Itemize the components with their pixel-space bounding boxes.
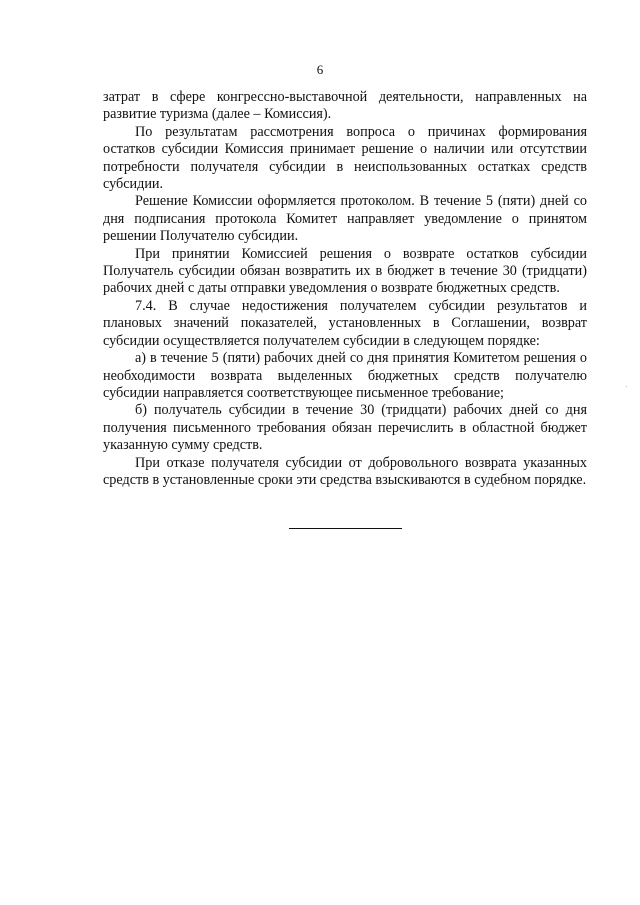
paragraph-continuation: затрат в сфере конгрессно-выставочной деятельности, направленных на развитие туризма (далее – Комиссия). (103, 89, 587, 123)
paragraph-protocol: Решение Комиссии оформляется протоколом. В течение 5 (пяти) дней со дня подписания протокола Комитет направляет уведомление о принятом решении Получателю субсидии. (103, 193, 587, 245)
paragraph-item-b: б) получатель субсидии в течение 30 (тридцати) рабочих дней со дня получения письменного требования обязан перечислить в областной бюджет указанную сумму средств. (103, 402, 587, 454)
scan-artifact-dot (626, 386, 627, 387)
paragraph-return-obligation: При принятии Комиссией решения о возврате остатков субсидии Получатель субсидии обязан возвратить их в бюджет в течение 30 (тридцати) рабочих дней с даты отправки уведомления о возврате бюджетных средств. (103, 245, 587, 297)
closing-rule-divider (289, 528, 402, 529)
document-body (103, 89, 587, 489)
page-number: 6 (316, 62, 324, 77)
paragraph-item-a: а) в течение 5 (пяти) рабочих дней со дня принятия Комитетом решения о необходимости возврата выделенных бюджетных средств получателю субсидии направляется соответствующее письменное требование; (103, 350, 587, 401)
paragraph-commission-decision: По результатам рассмотрения вопроса о причинах формирования остатков субсидии Комиссия принимает решение о наличии или отсутствии потребности получателя субсидии в неиспользованных остатках средств субсидии. (103, 123, 587, 193)
paragraph-refusal: При отказе получателя субсидии от добровольного возврата указанных средств в установленные сроки эти средства взыскиваются в судебном порядке. (103, 454, 587, 488)
paragraph-clause-7-4: 7.4. В случае недостижения получателем субсидии результатов и плановых значений показателей, установленных в Соглашении, возврат субсидии осуществляется получателем субсидии в следующем порядке: (103, 297, 587, 349)
